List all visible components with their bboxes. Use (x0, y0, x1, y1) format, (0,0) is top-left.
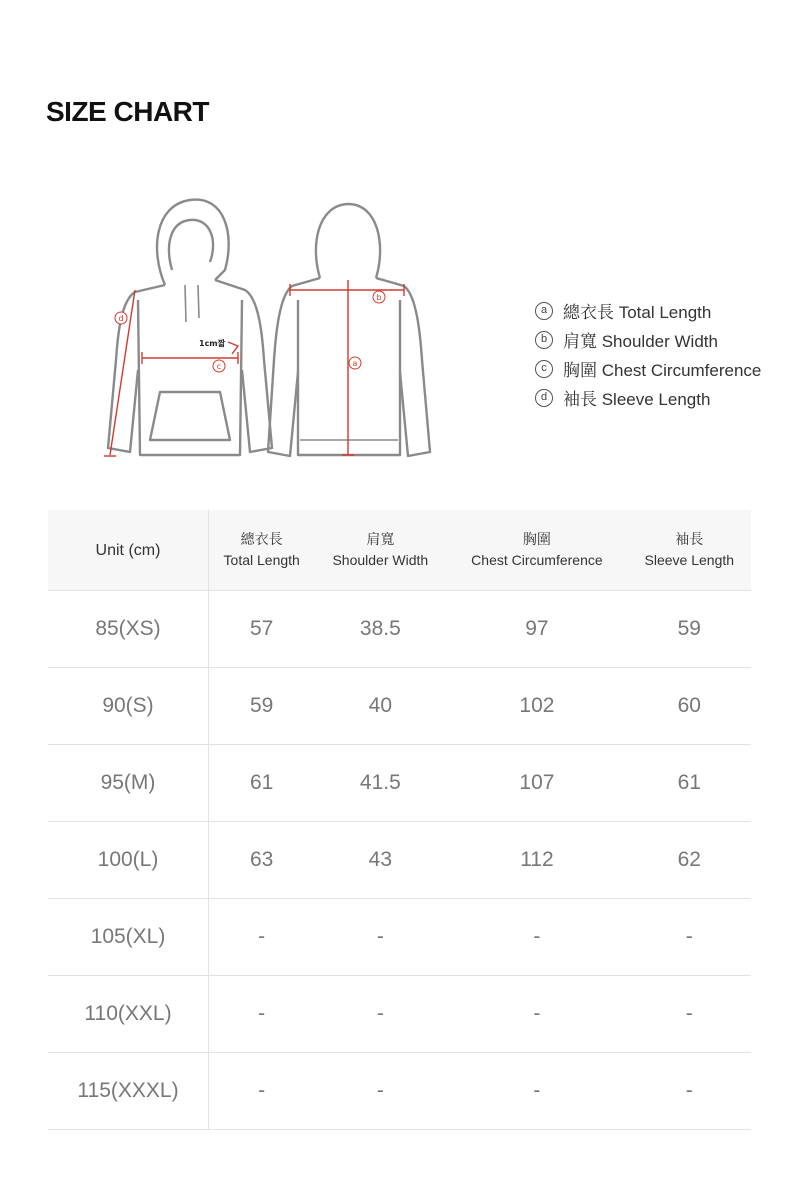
value-cell: - (314, 976, 446, 1053)
value-cell: 57 (209, 591, 315, 668)
size-cell: 115(XXXL) (48, 1053, 209, 1130)
svg-text:b: b (376, 293, 382, 302)
front-note: 1cm짧 (199, 339, 226, 348)
marker-c-icon: c (535, 360, 553, 378)
legend-label: 總衣長 Total Length (563, 303, 712, 322)
header-sleeve-length: 袖長 Sleeve Length (628, 510, 751, 591)
value-cell: - (628, 976, 751, 1053)
marker-d-icon: d (535, 389, 553, 407)
svg-text:c: c (216, 362, 222, 371)
size-cell: 95(M) (48, 745, 209, 822)
value-cell: - (446, 1053, 627, 1130)
hoodie-back (268, 204, 430, 456)
legend-item-shoulder-width (535, 325, 761, 354)
value-cell: 40 (314, 668, 446, 745)
table-row (48, 591, 751, 668)
value-cell: 107 (446, 745, 627, 822)
value-cell: 38.5 (314, 591, 446, 668)
value-cell: 62 (628, 822, 751, 899)
legend-label: 袖長 Sleeve Length (563, 390, 711, 409)
hoodie-illustration (95, 195, 440, 465)
value-cell: - (209, 899, 315, 976)
value-cell: - (314, 899, 446, 976)
table-row (48, 899, 751, 976)
value-cell: - (628, 899, 751, 976)
measurement-legend (535, 296, 761, 412)
value-cell: 43 (314, 822, 446, 899)
value-cell: 61 (209, 745, 315, 822)
value-cell: - (209, 1053, 315, 1130)
size-cell: 100(L) (48, 822, 209, 899)
size-table (48, 510, 751, 1130)
header-chest-circumference: 胸圍 Chest Circumference (446, 510, 627, 591)
value-cell: - (209, 976, 315, 1053)
table-row (48, 745, 751, 822)
marker-a-icon: a (535, 302, 553, 320)
value-cell: 102 (446, 668, 627, 745)
header-shoulder-width: 肩寬 Shoulder Width (314, 510, 446, 591)
value-cell: - (446, 976, 627, 1053)
legend-item-sleeve-length (535, 383, 761, 412)
value-cell: 97 (446, 591, 627, 668)
size-cell: 90(S) (48, 668, 209, 745)
size-cell: 105(XL) (48, 899, 209, 976)
size-cell: 85(XS) (48, 591, 209, 668)
marker-c-icon (213, 360, 225, 372)
value-cell: 61 (628, 745, 751, 822)
svg-text:d: d (118, 314, 124, 323)
legend-item-total-length (535, 296, 761, 325)
legend-item-chest-circumference (535, 354, 761, 383)
value-cell: - (314, 1053, 446, 1130)
legend-label: 胸圍 Chest Circumference (563, 361, 762, 380)
hoodie-front (108, 200, 272, 455)
unit-header: Unit (cm) (48, 510, 209, 591)
value-cell: 59 (209, 668, 315, 745)
size-cell: 110(XXL) (48, 976, 209, 1053)
marker-b-icon (373, 291, 385, 303)
value-cell: 63 (209, 822, 315, 899)
back-measurements (290, 280, 404, 455)
svg-text:a: a (352, 359, 358, 368)
page-title: SIZE CHART (46, 96, 209, 127)
value-cell: - (446, 899, 627, 976)
header-total-length: 總衣長 Total Length (209, 510, 315, 591)
table-header-row (48, 510, 751, 591)
marker-b-icon: b (535, 331, 553, 349)
value-cell: 41.5 (314, 745, 446, 822)
value-cell: 59 (628, 591, 751, 668)
marker-d-icon (115, 312, 127, 324)
marker-a-icon (349, 357, 361, 369)
table-row (48, 822, 751, 899)
table-row (48, 976, 751, 1053)
table-row (48, 668, 751, 745)
value-cell: - (628, 1053, 751, 1130)
value-cell: 60 (628, 668, 751, 745)
legend-label: 肩寬 Shoulder Width (563, 332, 718, 351)
table-row (48, 1053, 751, 1130)
value-cell: 112 (446, 822, 627, 899)
